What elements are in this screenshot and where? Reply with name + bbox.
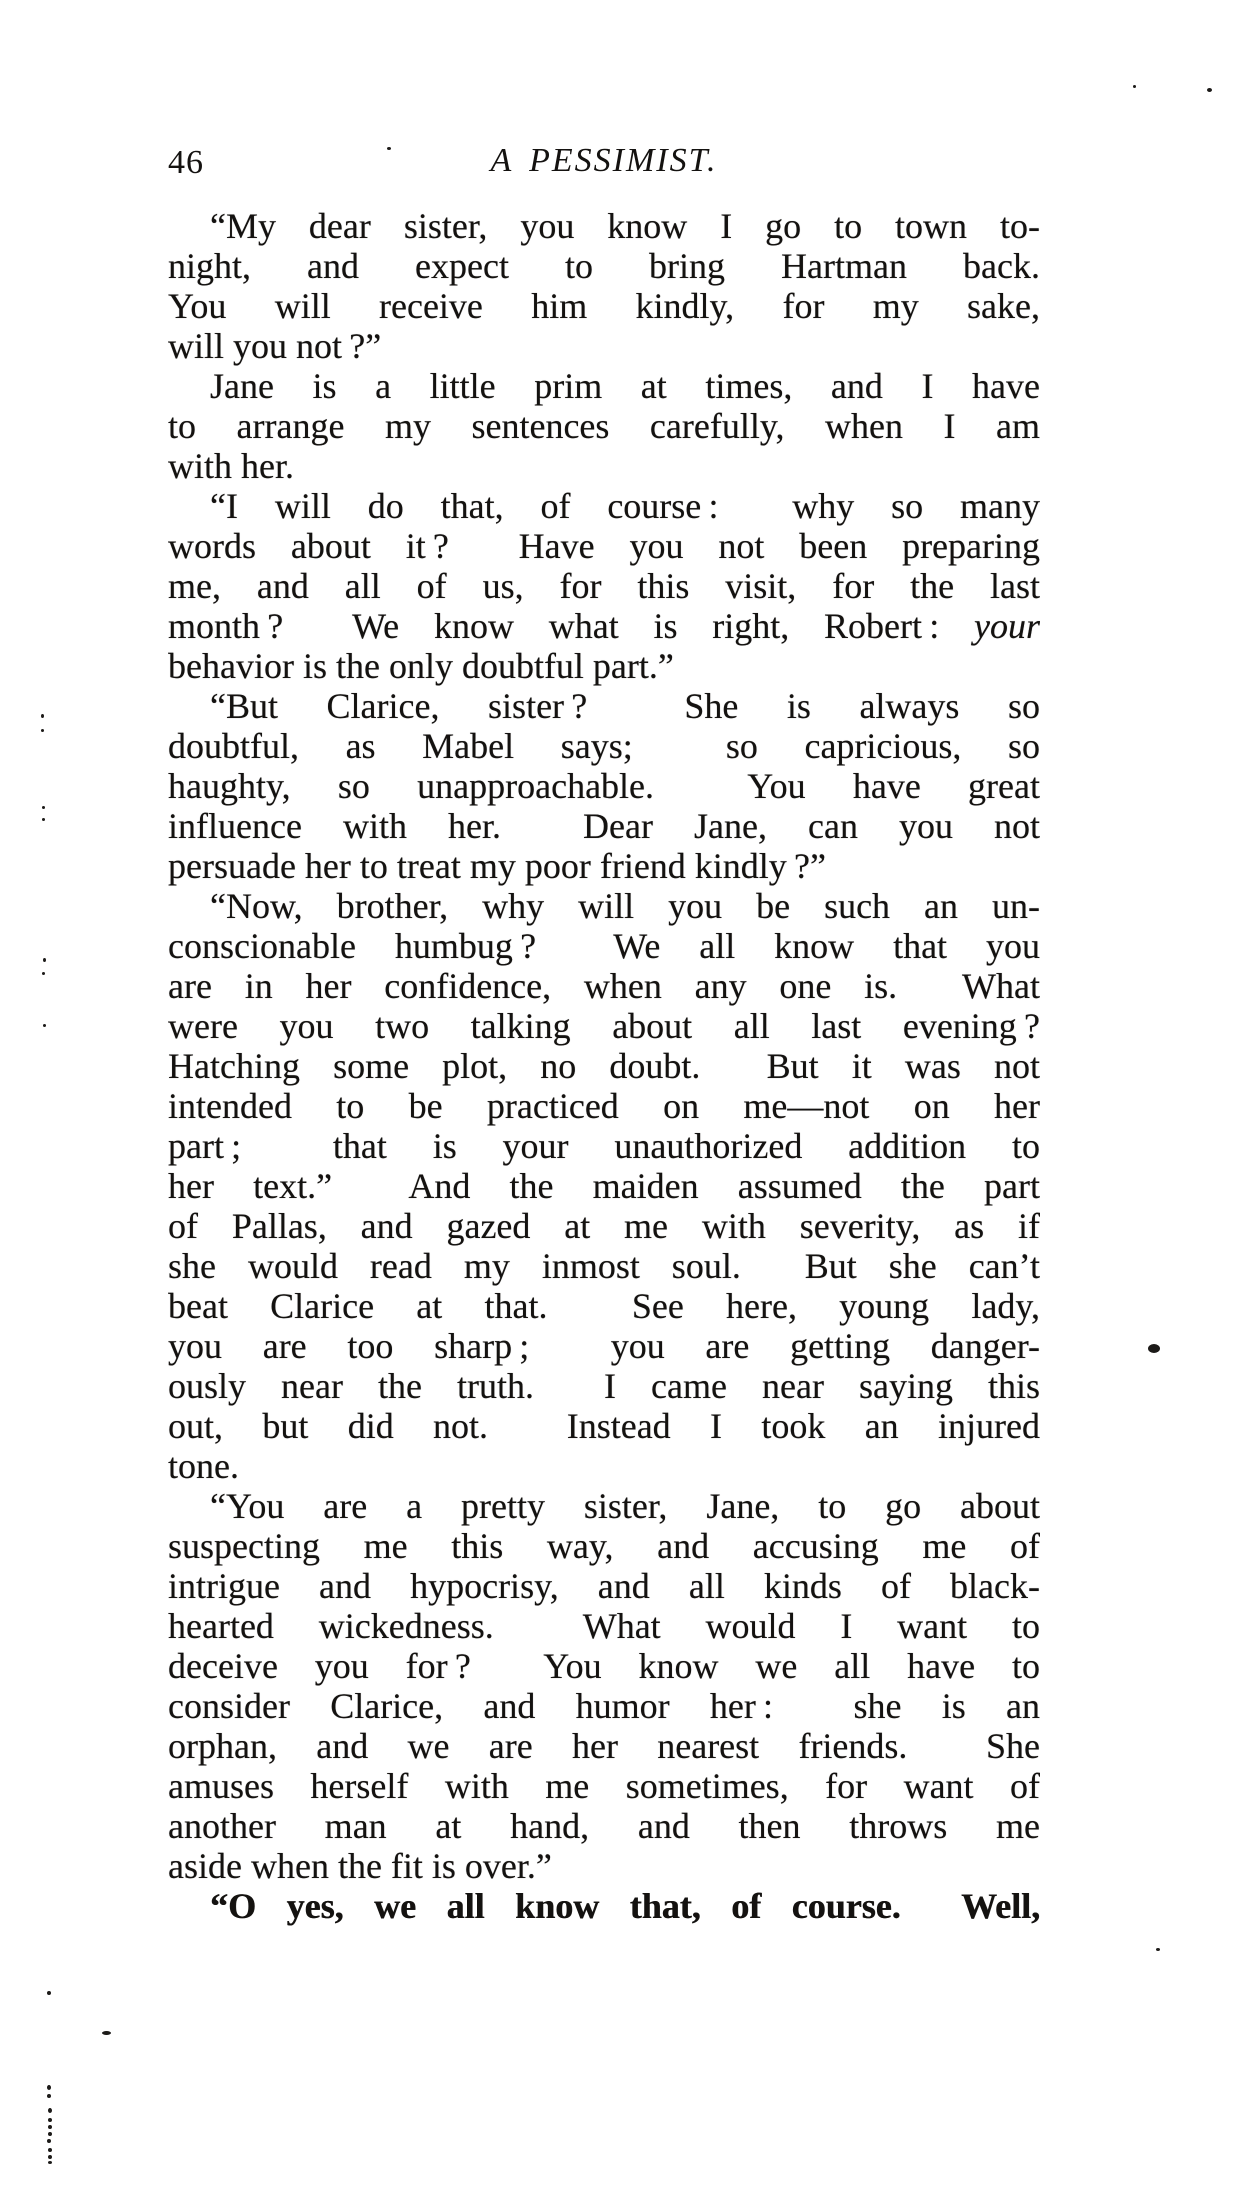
ink-speck — [48, 2148, 52, 2152]
text-line: orphan, and we are her nearest friends. She — [168, 1726, 1040, 1766]
ink-speck — [47, 1991, 51, 1995]
text-line: haughty, so unapproachable. You have great — [168, 766, 1040, 806]
text-line: intended to be practiced on me—not on her — [168, 1086, 1040, 1126]
text-line: “But Clarice, sister ? She is always so — [210, 686, 1040, 726]
text-line: tone. — [168, 1446, 239, 1486]
paragraph — [168, 486, 1040, 686]
ink-speck — [42, 972, 45, 975]
running-title: A PESSIMIST. — [490, 142, 718, 179]
text-line: conscionable humbug ? We all know that you — [168, 926, 1040, 966]
text-line: You will receive him kindly, for my sake, — [168, 286, 1040, 326]
paragraph — [168, 366, 1040, 486]
ink-speck — [1133, 85, 1136, 88]
ink-speck — [48, 2118, 52, 2122]
paragraph — [168, 686, 1040, 886]
page-body — [168, 206, 1040, 1926]
ink-speck — [41, 729, 44, 732]
text-line: beat Clarice at that. See here, young lady, — [168, 1286, 1040, 1326]
paragraph — [168, 206, 1040, 366]
ink-speck — [48, 2161, 52, 2164]
text-line: Jane is a little prim at times, and I have — [210, 366, 1040, 406]
ink-speck — [48, 2132, 52, 2136]
text-line: month ? We know what is right, Robert : your — [168, 606, 1040, 646]
text-line: part ; that is your unauthorized addition to — [168, 1126, 1040, 1166]
text-line: “O yes, we all know that, of course. Well, — [210, 1886, 1040, 1926]
ink-speck — [47, 2085, 51, 2090]
text-line: suspecting me this way, and accusing me of — [168, 1526, 1040, 1566]
text-line: behavior is the only doubtful part.” — [168, 646, 674, 686]
text-line: of Pallas, and gazed at me with severity, as if — [168, 1206, 1040, 1246]
ink-speck — [47, 2094, 51, 2098]
ink-speck — [48, 2108, 52, 2113]
text-line: are in her confidence, when any one is. What — [168, 966, 1040, 1006]
text-line: hearted wickedness. What would I want to — [168, 1606, 1040, 1646]
text-line: consider Clarice, and humor her : she is an — [168, 1686, 1040, 1726]
text-line: aside when the fit is over.” — [168, 1846, 552, 1886]
text-line: influence with her. Dear Jane, can you not — [168, 806, 1040, 846]
text-line: words about it ? Have you not been preparing — [168, 526, 1040, 566]
ink-speck — [102, 2031, 111, 2035]
text-line: Hatching some plot, no doubt. But it was not — [168, 1046, 1040, 1086]
ink-speck — [1207, 88, 1212, 92]
ink-speck — [48, 2155, 52, 2159]
text-line: out, but did not. Instead I took an injured — [168, 1406, 1040, 1446]
ink-speck — [43, 1024, 46, 1027]
ink-speck — [42, 806, 45, 809]
text-line: night, and expect to bring Hartman back. — [168, 246, 1040, 286]
text-line: deceive you for ? You know we all have to — [168, 1646, 1040, 1686]
text-line: she would read my inmost soul. But she can’t — [168, 1246, 1040, 1286]
ink-speck — [42, 818, 45, 821]
text-line: ously near the truth. I came near saying this — [168, 1366, 1040, 1406]
text-line: intrigue and hypocrisy, and all kinds of black- — [168, 1566, 1040, 1606]
text-line: persuade her to treat my poor friend kindly ?” — [168, 846, 826, 886]
page-number: 46 — [168, 144, 204, 181]
text-line: with her. — [168, 446, 294, 486]
text-line: another man at hand, and then throws me — [168, 1806, 1040, 1846]
text-line: amuses herself with me sometimes, for want of — [168, 1766, 1040, 1806]
text-line: “My dear sister, you know I go to town to- — [210, 206, 1040, 246]
text-line: “You are a pretty sister, Jane, to go about — [210, 1486, 1040, 1526]
text-line: will you not ?” — [168, 326, 382, 366]
ink-speck — [41, 714, 44, 718]
text-line: “I will do that, of course : why so many — [210, 486, 1040, 526]
ink-speck — [1148, 1344, 1160, 1353]
paragraph — [168, 886, 1040, 1486]
italic-word: your — [974, 606, 1040, 646]
text-line: doubtful, as Mabel says; so capricious, so — [168, 726, 1040, 766]
text-line: to arrange my sentences carefully, when I am — [168, 406, 1040, 446]
text-line: her text.” And the maiden assumed the part — [168, 1166, 1040, 1206]
text-line: “Now, brother, why will you be such an un- — [210, 886, 1040, 926]
text-line: were you two talking about all last evening ? — [168, 1006, 1040, 1046]
text-line: me, and all of us, for this visit, for the last — [168, 566, 1040, 606]
ink-speck — [1156, 1948, 1160, 1951]
page-header — [168, 141, 1040, 185]
ink-speck — [43, 958, 46, 962]
ink-speck — [48, 2125, 52, 2129]
paragraph — [168, 1486, 1040, 1886]
paragraph — [168, 1886, 1040, 1926]
ink-speck — [47, 2139, 51, 2143]
text-line: you are too sharp ; you are getting danger- — [168, 1326, 1040, 1366]
